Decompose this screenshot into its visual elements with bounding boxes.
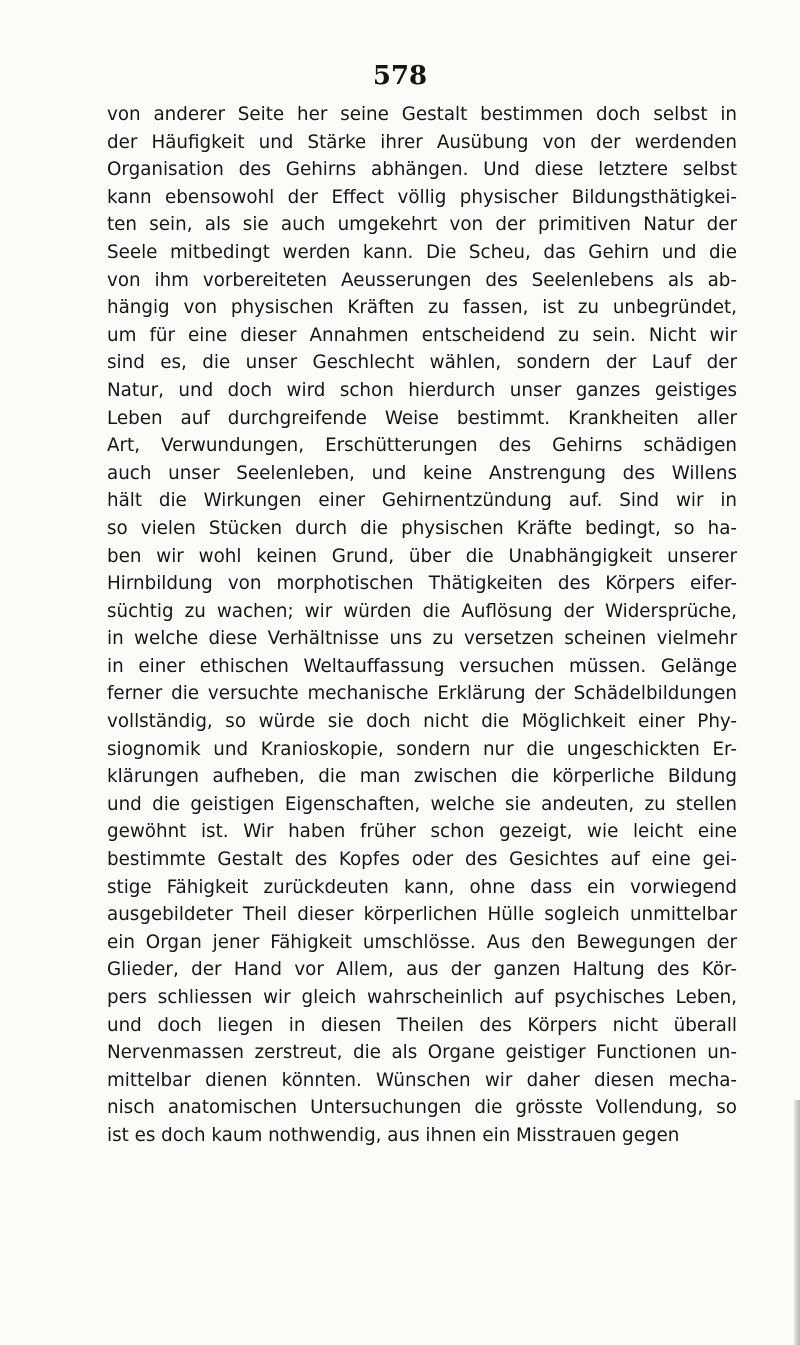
text-line: ferner die versuchte mechanische Erklärung der Schädelbildungen [107, 683, 737, 705]
text-line: Seele mitbedingt werden kann. Die Scheu, das Gehirn und die [107, 241, 737, 263]
text-line: klärungen aufheben, die man zwischen die körperliche Bildung [107, 766, 737, 788]
text-line: ist es doch kaum nothwendig, aus ihnen ein Misstrauen gegen [107, 1124, 680, 1146]
text-line: und doch liegen in diesen Theilen des Körpers nicht überall [107, 1014, 737, 1036]
text-line: der Häufigkeit und Stärke ihrer Ausübung von der werdenden [107, 131, 737, 153]
text-line: sind es, die unser Geschlecht wählen, sondern der Lauf der [107, 352, 737, 374]
page-number: 578 [372, 61, 428, 91]
text-line: siognomik und Kranioskopie, sondern nur die ungeschickten Er- [107, 738, 737, 760]
text-line: Natur, und doch wird schon hierdurch unser ganzes geistiges [107, 379, 737, 401]
text-line: kann ebensowohl der Effect völlig physischer Bildungsthätigkei- [107, 186, 737, 208]
text-line: in welche diese Verhältnisse uns zu versetzen scheinen vielmehr [107, 628, 737, 650]
text-line: ben wir wohl keinen Grund, über die Unabhängigkeit unserer [107, 545, 737, 567]
text-line: Nervenmassen zerstreut, die als Organe geistiger Functionen un- [107, 1042, 737, 1064]
text-line: Hirnbildung von morphotischen Thätigkeiten des Körpers eifer- [107, 573, 737, 595]
text-line: Glieder, der Hand vor Allem, aus der ganzen Haltung des Kör- [107, 959, 737, 981]
text-line: hält die Wirkungen einer Gehirnentzündung auf. Sind wir in [107, 490, 737, 512]
text-line: in einer ethischen Weltauffassung versuchen müssen. Gelänge [107, 655, 737, 677]
page-edge-shadow [794, 1100, 800, 1345]
text-line: vollständig, so würde sie doch nicht die Möglichkeit einer Phy- [107, 711, 737, 733]
text-line: so vielen Stücken durch die physischen Kräfte bedingt, so ha- [107, 517, 737, 539]
text-line: von anderer Seite her seine Gestalt bestimmen doch selbst in [107, 104, 737, 125]
text-line: Organisation des Gehirns abhängen. Und diese letztere selbst [107, 159, 737, 181]
text-line: nisch anatomischen Untersuchungen die grösste Vollendung, so [107, 1097, 737, 1119]
text-line: von ihm vorbereiteten Aeusserungen des Seelenlebens als ab- [107, 269, 737, 291]
body-text [107, 101, 737, 1150]
text-line: pers schliessen wir gleich wahrscheinlich auf psychisches Leben, [107, 987, 737, 1008]
text-line: stige Fähigkeit zurückdeuten kann, ohne dass ein vorwiegend [107, 876, 737, 898]
text-line: süchtig zu wachen; wir würden die Auflösung der Widersprüche, [107, 600, 737, 622]
text-line: mittelbar dienen könnten. Wünschen wir daher diesen mecha- [107, 1069, 737, 1091]
text-line: und die geistigen Eigenschaften, welche sie andeuten, zu stellen [107, 793, 737, 815]
text-line: ausgebildeter Theil dieser körperlichen Hülle sogleich unmittelbar [107, 904, 737, 926]
text-line: ein Organ jener Fähigkeit umschlösse. Aus den Bewegungen der [107, 931, 737, 953]
text-line: Art, Verwundungen, Erschütterungen des Gehirns schädigen [107, 435, 737, 457]
text-line: auch unser Seelenleben, und keine Anstrengung des Willens [107, 462, 737, 484]
text-line: bestimmte Gestalt des Kopfes oder des Gesichtes auf eine gei- [107, 849, 737, 871]
text-line: Leben auf durchgreifende Weise bestimmt. Krankheiten aller [107, 407, 737, 429]
text-line: gewöhnt ist. Wir haben früher schon gezeigt, wie leicht eine [107, 821, 737, 843]
text-line: ten sein, als sie auch umgekehrt von der primitiven Natur der [107, 214, 737, 236]
text-line: hängig von physischen Kräften zu fassen, ist zu unbegründet, [107, 297, 737, 319]
text-line: um für eine dieser Annahmen entscheidend zu sein. Nicht wir [107, 324, 737, 346]
